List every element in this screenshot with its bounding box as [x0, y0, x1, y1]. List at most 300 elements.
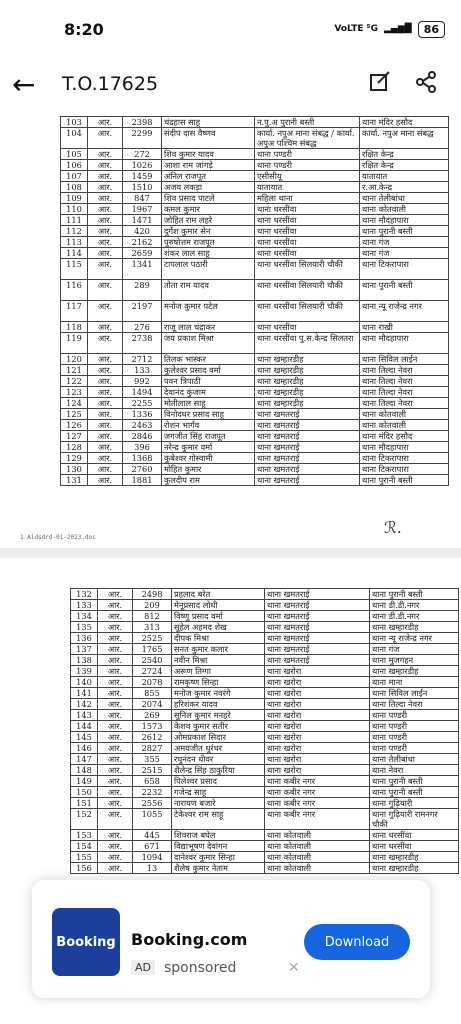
name-cell: कुबेश्वर गोस्वामी: [162, 453, 255, 464]
rank-cell: आर.: [98, 622, 133, 633]
rank-cell: आर.: [98, 830, 133, 841]
table-row: [71, 611, 459, 622]
badge-number-cell: 2197: [123, 301, 162, 322]
badge-number-cell: 2827: [133, 743, 172, 754]
name-cell: देवानंद कुंजाम: [162, 387, 255, 398]
new-posting-cell: रक्षित केन्द्र: [360, 149, 449, 160]
serial-cell: 136: [71, 633, 98, 644]
current-posting-cell: थाना खमतराई: [265, 644, 370, 655]
serial-cell: 107: [61, 171, 88, 182]
badge-number-cell: 658: [133, 776, 172, 787]
serial-cell: 128: [61, 442, 88, 453]
serial-cell: 148: [71, 765, 98, 776]
name-cell: सुहेल अहमद शेख: [172, 622, 265, 633]
new-posting-cell: थाना टिकरापारा: [360, 464, 449, 475]
current-posting-cell: थाना धरसींवा: [255, 237, 360, 248]
rank-cell: आर.: [88, 237, 123, 248]
current-posting-cell: थाना धरसींवा सिलयारी चौकी: [255, 259, 360, 280]
name-cell: ओमप्रकाश सिदार: [172, 732, 265, 743]
badge-number-cell: 2398: [123, 117, 162, 128]
table-row: [61, 160, 449, 171]
name-cell: आशा राम जांगड़े: [162, 160, 255, 171]
name-cell: जगजीत सिंह राजपूत: [162, 431, 255, 442]
serial-cell: 144: [71, 721, 98, 732]
badge-number-cell: 2299: [123, 128, 162, 149]
current-posting-cell: थाना पण्डरी: [255, 160, 360, 171]
badge-number-cell: 445: [133, 830, 172, 841]
current-posting-cell: थाना खमतराई: [265, 622, 370, 633]
serial-cell: 117: [61, 301, 88, 322]
current-posting-cell: थाना खम्हारडीह: [255, 354, 360, 365]
badge-number-cell: 1341: [123, 259, 162, 280]
name-cell: पिलेश्वर प्रसाद: [172, 776, 265, 787]
table-row: [61, 171, 449, 182]
table-row: [71, 787, 459, 798]
rank-cell: आर.: [88, 464, 123, 475]
rank-cell: आर.: [88, 160, 123, 171]
new-posting-cell: थाना सिविल लाईन: [360, 354, 449, 365]
new-posting-cell: थाना मौदहापारा: [360, 442, 449, 453]
rank-cell: आर.: [88, 453, 123, 464]
table-row: [61, 453, 449, 464]
rank-cell: आर.: [88, 398, 123, 409]
current-posting-cell: थाना खम्हारडीह: [255, 398, 360, 409]
name-cell: दुर्गेश कुमार सेन: [162, 226, 255, 237]
table-row: [61, 376, 449, 387]
new-posting-cell: थाना धरसींवा: [370, 830, 459, 841]
current-posting-cell: थाना खरोरा: [265, 699, 370, 710]
table-row: [71, 721, 459, 732]
name-cell: रामकृष्ण सिन्हा: [172, 677, 265, 688]
serial-cell: 156: [71, 863, 98, 874]
badge-number-cell: 2078: [133, 677, 172, 688]
rank-cell: आर.: [98, 852, 133, 863]
signature-mark: ℛ.: [384, 518, 402, 537]
rank-cell: आर.: [88, 280, 123, 301]
new-posting-cell: थाना खम्हारडीह: [370, 863, 459, 874]
serial-cell: 118: [61, 322, 88, 333]
rank-cell: आर.: [98, 743, 133, 754]
current-posting-cell: थाना खम्हारडीह: [255, 365, 360, 376]
ad-banner[interactable]: [32, 880, 430, 998]
name-cell: कुलदीप राम: [162, 475, 255, 486]
rank-cell: आर.: [98, 666, 133, 677]
new-posting-cell: थाना पुरानी बस्ती: [370, 589, 459, 600]
badge-number-cell: 992: [123, 376, 162, 387]
new-posting-cell: थाना सिविल लाईन: [370, 688, 459, 699]
badge-number-cell: 1471: [123, 215, 162, 226]
current-posting-cell: थाना धरसींवा पु.स.केन्द्र सिलतरा: [255, 333, 360, 354]
table-row: [61, 182, 449, 193]
current-posting-cell: थाना खरोरा: [265, 688, 370, 699]
table-row: [71, 666, 459, 677]
table-row: [61, 248, 449, 259]
rank-cell: आर.: [88, 193, 123, 204]
new-posting-cell: थाना पुरानी बस्ती: [360, 226, 449, 237]
new-posting-cell: थाना पुरानी बस्ती: [360, 475, 449, 486]
new-posting-cell: थाना पण्डरी: [370, 721, 459, 732]
name-cell: अनिल राजपूत: [162, 171, 255, 182]
new-posting-cell: थाना कोतवाली: [360, 409, 449, 420]
new-posting-cell: थाना खम्हारडीह: [370, 852, 459, 863]
name-cell: शिव कुमार यादव: [162, 149, 255, 160]
current-posting-cell: यातायात: [255, 182, 360, 193]
table-row: [61, 215, 449, 226]
ad-title[interactable]: Booking.com: [131, 930, 248, 949]
badge-number-cell: 2525: [133, 633, 172, 644]
new-posting-cell: थाना न्यू राजेन्द्र नगर: [360, 301, 449, 322]
badge-number-cell: 276: [123, 322, 162, 333]
serial-cell: 132: [71, 589, 98, 600]
name-cell: कुलेश्वर प्रसाद वर्मा: [162, 365, 255, 376]
name-cell: हरिशंकर यादव: [172, 699, 265, 710]
arrow-left-icon[interactable]: ←: [12, 67, 36, 101]
new-posting-cell: थाना माना: [370, 677, 459, 688]
current-posting-cell: थाना खरोरा: [265, 743, 370, 754]
new-posting-cell: थाना तेलीबांधा: [360, 193, 449, 204]
badge-number-cell: 2463: [123, 420, 162, 431]
table-row: [71, 754, 459, 765]
name-cell: नारायण बजारे: [172, 798, 265, 809]
serial-cell: 120: [61, 354, 88, 365]
current-posting-cell: थाना कबीर नगर: [265, 776, 370, 787]
table-row: [71, 688, 459, 699]
badge-number-cell: 2074: [133, 699, 172, 710]
status-icons: [334, 21, 445, 38]
name-cell: शिव प्रसाद पाटले: [162, 193, 255, 204]
new-posting-cell: र.आ.केन्द्र: [360, 182, 449, 193]
name-cell: पुरुषोत्तम राजपूत: [162, 237, 255, 248]
new-posting-cell: थाना तिल्दा नेवरा: [360, 376, 449, 387]
rank-cell: आर.: [98, 863, 133, 874]
edit-icon[interactable]: [357, 71, 403, 97]
new-posting-cell: थाना डी.डी.नगर: [370, 600, 459, 611]
badge-number-cell: 133: [123, 365, 162, 376]
current-posting-cell: थाना खरोरा: [265, 710, 370, 721]
badge-number-cell: 847: [123, 193, 162, 204]
serial-cell: 142: [71, 699, 98, 710]
serial-cell: 108: [61, 182, 88, 193]
download-button[interactable]: Download: [304, 924, 410, 960]
new-posting-cell: थाना तिल्दा नेवरा: [360, 365, 449, 376]
table-row: [71, 776, 459, 787]
current-posting-cell: थाना कबीर नगर: [265, 809, 370, 830]
badge-number-cell: 1459: [123, 171, 162, 182]
serial-cell: 135: [71, 622, 98, 633]
serial-cell: 103: [61, 117, 88, 128]
name-cell: तिलक भास्कर: [162, 354, 255, 365]
table-row: [61, 354, 449, 365]
current-posting-cell: थाना खरोरा: [265, 677, 370, 688]
badge-number-cell: 2760: [123, 464, 162, 475]
rank-cell: आर.: [88, 420, 123, 431]
rank-cell: आर.: [88, 117, 123, 128]
badge-number-cell: 2556: [133, 798, 172, 809]
table-row: [71, 699, 459, 710]
current-posting-cell: थाना खरोरा: [265, 666, 370, 677]
name-cell: तोता राम यादव: [162, 280, 255, 301]
new-posting-cell: थाना गुढ़ियारी: [370, 798, 459, 809]
badge-number-cell: 1026: [123, 160, 162, 171]
serial-cell: 147: [71, 754, 98, 765]
badge-number-cell: 2232: [133, 787, 172, 798]
badge-number-cell: 420: [123, 226, 162, 237]
serial-cell: 112: [61, 226, 88, 237]
badge-number-cell: 1573: [133, 721, 172, 732]
table-row: [71, 743, 459, 754]
new-posting-cell: थाना कोतवाली: [360, 420, 449, 431]
name-cell: शंकर लाल साहू: [162, 248, 255, 259]
badge-number-cell: 2724: [133, 666, 172, 677]
new-posting-cell: थाना मौदहापारा: [360, 215, 449, 226]
current-posting-cell: थाना धरसींवा सिलयारी चौकी: [255, 301, 360, 322]
badge-number-cell: 812: [133, 611, 172, 622]
serial-cell: 149: [71, 776, 98, 787]
name-cell: टापलाल पठारी: [162, 259, 255, 280]
serial-cell: 134: [71, 611, 98, 622]
rank-cell: आर.: [98, 809, 133, 830]
serial-cell: 152: [71, 809, 98, 830]
new-posting-cell: थाना मंदिर हसौद: [360, 431, 449, 442]
serial-cell: 138: [71, 655, 98, 666]
serial-cell: 130: [61, 464, 88, 475]
new-posting-cell: थाना मंदिर हसौद: [360, 117, 449, 128]
rank-cell: आर.: [88, 248, 123, 259]
current-posting-cell: थाना खमतराई: [255, 453, 360, 464]
new-posting-cell: थाना नेवरा: [370, 765, 459, 776]
new-posting-cell: थाना न्यू राजेन्द्र नगर: [370, 633, 459, 644]
table-row: [71, 852, 459, 863]
table-row: [61, 117, 449, 128]
current-posting-cell: कार्या. नपुअ माना संबद्ध / कार्या. अपुअ पश्चिम संबद्ध: [255, 128, 360, 149]
current-posting-cell: थाना खरोरा: [265, 732, 370, 743]
battery-indicator: 86: [418, 21, 445, 38]
new-posting-cell: थाना तेलीबांधा: [370, 754, 459, 765]
rank-cell: आर.: [98, 754, 133, 765]
current-posting-cell: थाना कोतवाली: [265, 852, 370, 863]
table-row: [71, 622, 459, 633]
name-cell: अमयजीत धुरंधर: [172, 743, 265, 754]
name-cell: अजय लकड़ा: [162, 182, 255, 193]
serial-cell: 121: [61, 365, 88, 376]
rank-cell: आर.: [98, 633, 133, 644]
rank-cell: आर.: [88, 215, 123, 226]
rank-cell: आर.: [88, 333, 123, 354]
new-posting-cell: थाना टिकरापारा: [360, 259, 449, 280]
badge-number-cell: 2540: [133, 655, 172, 666]
network-indicator: VoLTE ⁵G: [334, 24, 378, 34]
name-cell: नवीन मिश्रा: [172, 655, 265, 666]
current-posting-cell: न.पु.अ पुरानी बस्ती: [255, 117, 360, 128]
new-posting-cell: थाना पण्डरी: [370, 710, 459, 721]
table-row: [71, 644, 459, 655]
badge-number-cell: 2498: [133, 589, 172, 600]
serial-cell: 113: [61, 237, 88, 248]
new-posting-cell: थाना खम्हारडीह: [370, 622, 459, 633]
document-page-1[interactable]: [0, 110, 461, 550]
serial-cell: 155: [71, 852, 98, 863]
badge-number-cell: 209: [133, 600, 172, 611]
badge-number-cell: 1336: [123, 409, 162, 420]
serial-cell: 115: [61, 259, 88, 280]
table-row: [61, 365, 449, 376]
table-row: [71, 710, 459, 721]
current-posting-cell: थाना खरोरा: [265, 765, 370, 776]
transfer-table-page-1: [60, 116, 449, 486]
current-posting-cell: थाना खरोरा: [265, 754, 370, 765]
name-cell: रोशन भार्गव: [162, 420, 255, 431]
name-cell: चंद्रहास साहू: [162, 117, 255, 128]
current-posting-cell: थाना खम्हारडीह: [255, 387, 360, 398]
rank-cell: आर.: [88, 475, 123, 486]
table-row: [61, 237, 449, 248]
name-cell: टेकेश्वर राम साहू: [172, 809, 265, 830]
rank-cell: आर.: [98, 787, 133, 798]
share-icon[interactable]: [403, 71, 449, 97]
rank-cell: आर.: [88, 409, 123, 420]
booking-logo[interactable]: Booking: [52, 908, 120, 976]
badge-number-cell: 1765: [133, 644, 172, 655]
current-posting-cell: थाना खमतराई: [255, 431, 360, 442]
page-footer: 1 Aidsdrd-01-2023.doc: [20, 534, 96, 541]
name-cell: सुनिल कुमार मनहरे: [172, 710, 265, 721]
rank-cell: आर.: [88, 182, 123, 193]
serial-cell: 124: [61, 398, 88, 409]
badge-number-cell: 2612: [133, 732, 172, 743]
rank-cell: आर.: [98, 655, 133, 666]
badge-number-cell: 2712: [123, 354, 162, 365]
table-row: [61, 333, 449, 354]
ad-badge: AD: [131, 960, 155, 975]
name-cell: सनत कुमार कलार: [172, 644, 265, 655]
table-row: [61, 128, 449, 149]
signal-icon: ▂▄▆█: [384, 24, 412, 34]
transfer-table-page-2: [70, 588, 459, 874]
serial-cell: 104: [61, 128, 88, 149]
serial-cell: 131: [61, 475, 88, 486]
serial-cell: 150: [71, 787, 98, 798]
close-icon[interactable]: ✕: [288, 960, 300, 976]
table-row: [71, 798, 459, 809]
serial-cell: 114: [61, 248, 88, 259]
new-posting-cell: थाना राखी: [360, 322, 449, 333]
document-title: T.O.17625: [62, 73, 159, 95]
serial-cell: 133: [71, 600, 98, 611]
current-posting-cell: थाना कबीर नगर: [265, 787, 370, 798]
current-posting-cell: थाना धरसींवा: [255, 215, 360, 226]
new-posting-cell: थाना मौदहापारा: [360, 333, 449, 354]
rank-cell: आर.: [98, 677, 133, 688]
table-row: [61, 149, 449, 160]
table-row: [71, 841, 459, 852]
serial-cell: 146: [71, 743, 98, 754]
rank-cell: आर.: [88, 226, 123, 237]
name-cell: मनोज कुमार नवरंगे: [172, 688, 265, 699]
table-row: [61, 475, 449, 486]
table-row: [61, 322, 449, 333]
rank-cell: आर.: [98, 699, 133, 710]
new-posting-cell: थाना पण्डरी: [370, 732, 459, 743]
new-posting-cell: थाना गुढ़ियारी रामनगर चौकी: [370, 809, 459, 830]
rank-cell: आर.: [88, 442, 123, 453]
new-posting-cell: थाना मुजगहन: [370, 655, 459, 666]
current-posting-cell: थाना खमतराई: [265, 600, 370, 611]
sponsored-label: sponsored: [164, 960, 237, 976]
current-posting-cell: थाना कोतवाली: [265, 830, 370, 841]
new-posting-cell: थाना तिल्दा नेवरा: [360, 387, 449, 398]
rank-cell: आर.: [98, 732, 133, 743]
rank-cell: आर.: [98, 710, 133, 721]
status-time: 8:20: [64, 19, 104, 39]
serial-cell: 109: [61, 193, 88, 204]
table-row: [61, 193, 449, 204]
table-row: [61, 259, 449, 280]
name-cell: गजेन्द्र साहू: [172, 787, 265, 798]
badge-number-cell: 1494: [123, 387, 162, 398]
name-cell: विनोदधर प्रसाद साहू: [162, 409, 255, 420]
badge-number-cell: 1094: [133, 852, 172, 863]
app-bar: [0, 58, 461, 110]
badge-number-cell: 2659: [123, 248, 162, 259]
serial-cell: 140: [71, 677, 98, 688]
current-posting-cell: थाना खमतराई: [255, 475, 360, 486]
rank-cell: आर.: [88, 301, 123, 322]
badge-number-cell: 289: [123, 280, 162, 301]
current-posting-cell: महिला थाना: [255, 193, 360, 204]
table-row: [61, 398, 449, 409]
new-posting-cell: थाना गंज: [360, 248, 449, 259]
badge-number-cell: 2255: [123, 398, 162, 409]
new-posting-cell: कार्या. नपुअ माना संबद्ध: [360, 128, 449, 149]
name-cell: जय प्रकाश मिश्रा: [162, 333, 255, 354]
name-cell: पवन त्रिपाठी: [162, 376, 255, 387]
new-posting-cell: थाना तिल्दा नेवरा: [360, 398, 449, 409]
table-row: [71, 633, 459, 644]
current-posting-cell: एसीसीयू: [255, 171, 360, 182]
new-posting-cell: रक्षित केन्द्र: [360, 160, 449, 171]
rank-cell: आर.: [98, 721, 133, 732]
rank-cell: आर.: [98, 841, 133, 852]
rank-cell: आर.: [88, 171, 123, 182]
current-posting-cell: थाना धरसींवा सिलयारी चौकी: [255, 280, 360, 301]
new-posting-cell: थाना पुरानी बस्ती: [370, 776, 459, 787]
table-row: [71, 809, 459, 830]
rank-cell: आर.: [88, 431, 123, 442]
current-posting-cell: थाना खमतराई: [255, 420, 360, 431]
current-posting-cell: थाना खमतराई: [255, 409, 360, 420]
current-posting-cell: थाना खमतराई: [265, 589, 370, 600]
table-row: [61, 226, 449, 237]
rank-cell: आर.: [98, 688, 133, 699]
current-posting-cell: थाना धरसींवा: [255, 322, 360, 333]
current-posting-cell: थाना खरोरा: [265, 721, 370, 732]
rank-cell: आर.: [88, 322, 123, 333]
name-cell: विष्णु प्रसाद वर्मा: [172, 611, 265, 622]
badge-number-cell: 13: [133, 863, 172, 874]
new-posting-cell: थाना गंज: [360, 237, 449, 248]
badge-number-cell: 1967: [123, 204, 162, 215]
serial-cell: 154: [71, 841, 98, 852]
rank-cell: आर.: [98, 776, 133, 787]
name-cell: जोहित राम लहरे: [162, 215, 255, 226]
new-posting-cell: थाना खम्हारडीह: [370, 666, 459, 677]
name-cell: नरेन्द्र कुमार वर्मा: [162, 442, 255, 453]
serial-cell: 127: [61, 431, 88, 442]
badge-number-cell: 355: [133, 754, 172, 765]
serial-cell: 145: [71, 732, 98, 743]
badge-number-cell: 396: [123, 442, 162, 453]
serial-cell: 137: [71, 644, 98, 655]
